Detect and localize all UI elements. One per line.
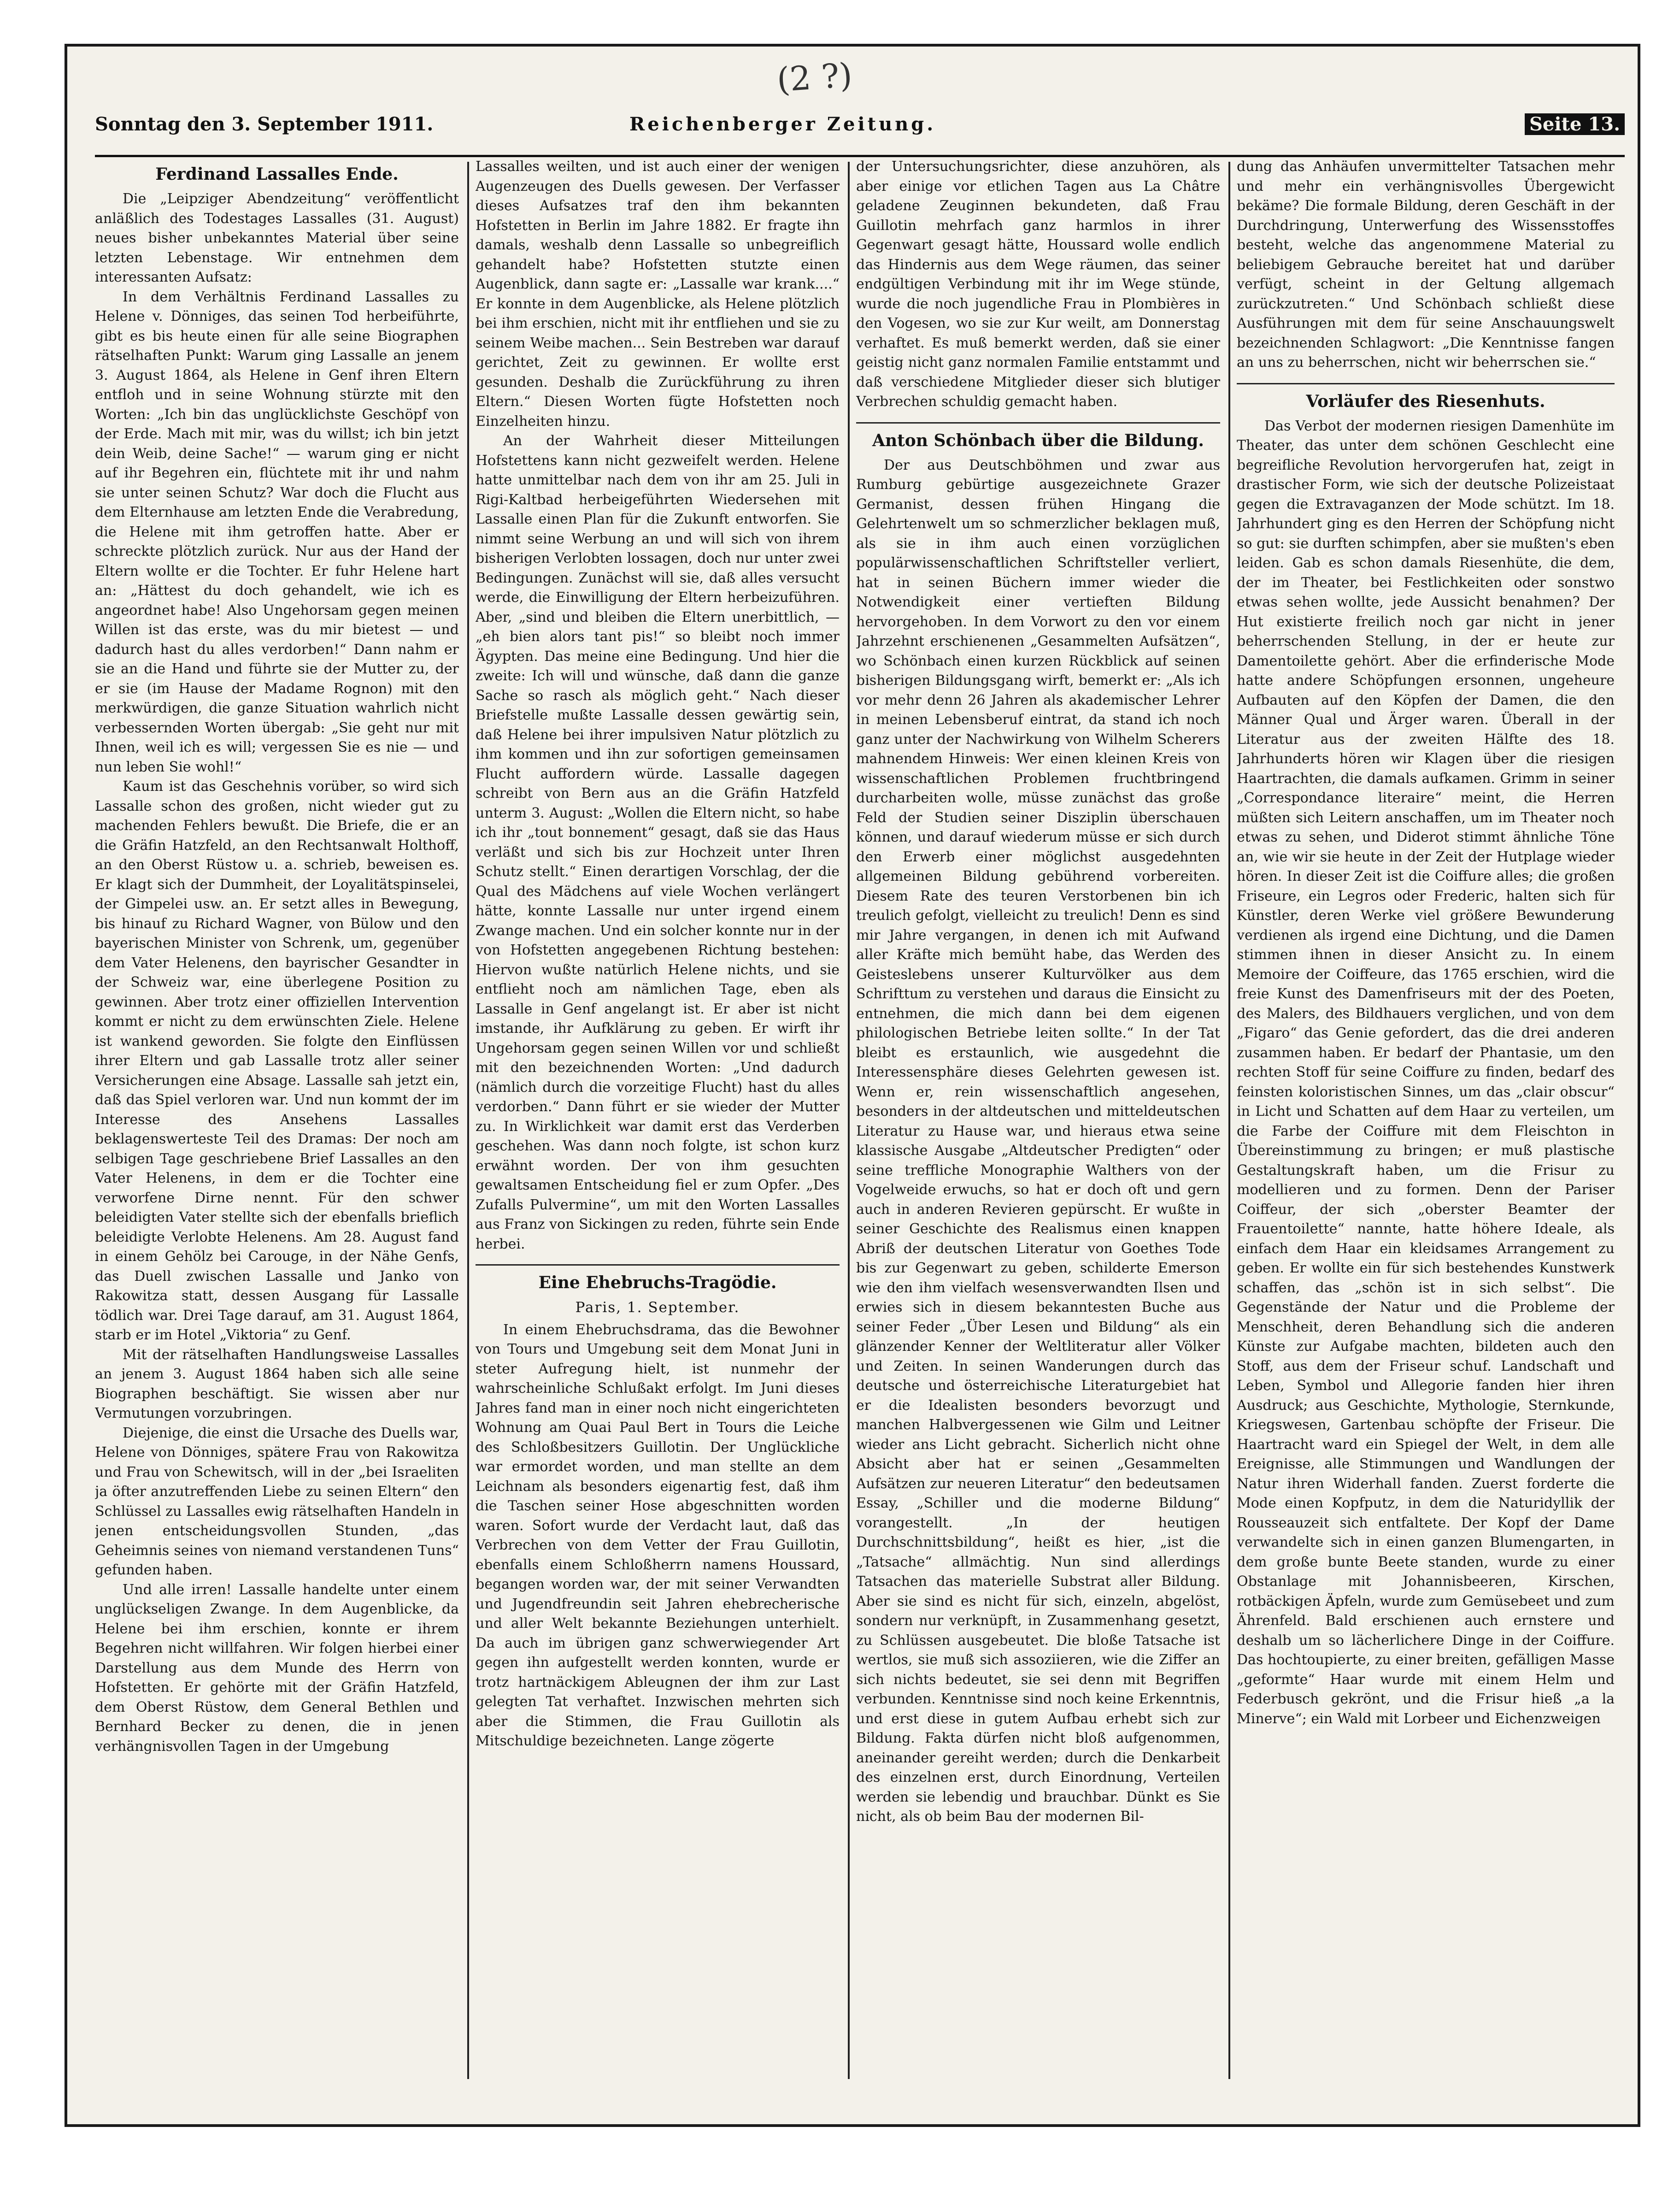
article-dateline: Paris, 1. September. xyxy=(575,1299,740,1316)
article-paragraph: An der Wahrheit dieser Mitteilungen Hofstettens kann nicht gezweifelt werden. Helene hatte unmittelbar nach dem von ihr am 25. Juli in Rigi-Kaltbad herbeigeführten Wiedersehen mit Lassalle einen Plan für die Zukunft entworfen. Sie nimmt seine Werbung an und will sich von ihrem bisherigen Verlobten lossagen, doch nur unter zwei Bedingungen. Zunächst will sie, daß alles versucht werde, die Einwilligung der Eltern herbeizuführen. Aber, „sind und bleiben die Eltern unerbittlich, — „eh bien alors tant pis!“ so bleibt noch immer Ägypten. Das meine eine Bedingung. Und hier die zweite: Ich will und wünsche, daß dann die ganze Sache so rasch als möglich geht.“ Nach dieser Briefstelle mußte Lassalle dessen gewärtig sein, daß Helene bei ihrer impulsiven Natur plötzlich zu ihm kommen und ihn zur sofortigen gemeinsamen Flucht auffordern würde. Lassalle dagegen schreibt von Bern aus an die Gräfin Hatzfeld unterm 3. August: „Wollen die Eltern nicht, so habe ich ihr „tout bonnement“ gesagt, daß sie das Haus verläßt und sich bis zur Hochzeit unter Ihren Schutz stellt.“ Einen derartigen Vorschlag, der die Qual des Mädchens auf viele Wochen verlängert hätte, konnte Lassalle nur unter irgend einem Zwange machen. Und ein solcher konnte nur in der von Hofstetten angegebenen Richtung bestehen: Hiervon wußte natürlich Helene nichts, und sie entflieht noch am nämlichen Tage, eben als Lassalle in Genf angelangt ist. Er aber ist nicht imstande, ihr Aufklärung zu geben. Er wirft ihr Ungehorsam gegen seinen Willen vor und schließt mit den bezeichnenden Worten: „Und dadurch (nämlich durch die vorzeitige Flucht) hast du alles verdorben.“ Dann führt er sie wieder der Mutter zu. In Wirklichkeit war damit erst das Verderben geschehen. Was dann noch folgte, ist schon kurz erwähnt worden. Der von ihm gesuchten gewaltsamen Entscheidung fiel er zum Opfer. „Des Zufalls Pulvermine“, um mit den Worten Lassalles aus Franz von Sickingen zu reden, führte sein Ende herbei. xyxy=(476,433,840,1252)
article-paragraph: Das Verbot der modernen riesigen Damenhüte im Theater, das unter dem schönen Geschlecht eine begreifliche Revolution hervorgerufen hat, zeigt in drastischer Form, wie sich der deutsche Polizeistaat gegen die Extravaganzen der Mode schützt. Im 18. Jahrhundert ging es den Herren der Schöpfung nicht so gut: sie durften schimpfen, aber sie mußten's eben leiden. Gab es schon damals Riesenhüte, die dem, der im Theater, bei Festlichkeiten oder sonstwo etwas sehen wollte, jede Aussicht benahmen? Der Hut existierte freilich noch gar nicht in jener beherrschenden Stellung, in der er heute zur Damentoilette gehört. Aber die erfinderische Mode hatte andere Schöpfungen ersonnen, ungeheure Aufbauten auf den Köpfen der Damen, die den Männer Qual und Ärger waren. Überall in der Literatur aus der zweiten Hälfte des 18. Jahrhunderts hören wir Klagen über die riesigen Haartrachten, die damals aufkamen. Grimm in seiner „Correspondance literaire“ meint, die Herren müßten sich Leitern anschaffen, um im Theater noch etwas zu sehen, und Diderot stimmt ähnliche Töne an, wie wir sie heute in der Zeit der Hutplage wieder hören. In dieser Zeit ist die Coiffure alles; die großen Friseure, ein Legros oder Frederic, halten sich für Künstler, deren Werke viel größere Bewunderung verdienen als irgend eine Dichtung, und die Damen stimmen ihnen in dieser Ansicht zu. In einem Memoire der Coiffeure, das 1765 erschien, wird die freie Kunst des Damenfriseurs mit der des Poeten, des Malers, des Bildhauers verglichen, und von dem „Figaro“ das Genie gefordert, das die drei anderen zusammen haben. Er bedarf der Phantasie, um den rechten Stoff für seine Coiffure zu finden, bedarf des feinsten koloristischen Sinnes, um das „clair obscur“ in Licht und Schatten auf dem Haar zu verteilen, um die Farbe der Coiffure mit dem Fleischton in Übereinstimmung zu bringen; er muß plastische Gestaltungskraft haben, um die Frisur zu modellieren und zu formen. Denn der Pariser Coiffeur, der sich „oberster Beamter der Frauentoilette“ nannte, hatte höhere Ideale, als einfach dem Haar ein kleidsames Arrangement zu geben. Er wollte ein für sich bestehendes Kunstwerk schaffen, das „schön ist in sich selbst“. Die Gegenstände der Natur und die Probleme der Menschheit, deren Behandlung sich die anderen Künste zur Aufgabe machten, bildeten auch den Stoff, aus dem der Friseur schuf. Landschaft und Leben, Symbol und Allegorie fanden hier ihren Ausdruck; aus Geschichte, Mythologie, Sternkunde, Kriegswesen, Gartenbau schöpfte der Friseur. Die Haartracht ward ein Spiegel der Welt, in dem alle Ereignisse, alle Stimmungen und Wandlungen der Natur ihren Widerhall fanden. Zuerst forderte die Mode einen Kopfputz, in dem die Naturidyllik der Rousseauzeit sich entfaltete. Der Kopf der Dame verwandelte sich in einen ganzen Blumengarten, in dem große bunte Beete standen, wurde zu einer Obstanlage mit Johannisbeeren, Kirschen, rotbäckigen Äpfeln, wurde zum Gemüsebeet und zum Ährenfeld. Bald erschienen auch ernstere und deshalb um so lächerlichere Dinge in der Coiffure. Das hochtoupierte, zu einer breiten, gefälligen Masse „geformte“ Haar wurde mit einem Helm und Federbusch gekrönt, und die Frisur hieß „a la Minerve“; ein Wald mit Lorbeer und Eichenzweigen xyxy=(1237,418,1615,1727)
page-header xyxy=(95,109,1625,157)
column-4 xyxy=(1237,157,1615,2093)
article-title: Eine Ehebruchs-Tragödie. xyxy=(538,1273,777,1292)
newspaper-page xyxy=(65,44,1640,2127)
article-title: Anton Schönbach über die Bildung. xyxy=(872,430,1204,450)
article-paragraph: In einem Ehebruchsdrama, das die Bewohner von Tours und Umgebung seit dem Monat Juni in steter Aufregung hielt, ist nunmehr der wahrscheinliche Schlußakt erfolgt. Im Juni dieses Jahres fand man in einer noch nicht eingerichteten Wohnung am Quai Paul Bert in Tours die Leiche des Schloßbesitzers Guillotin. Der Unglückliche war ermordet worden, und man stellte an dem Leichnam als besonders eigenartig fest, daß ihm die Taschen seiner Hose abgeschnitten worden waren. Sofort wurde der Verdacht laut, daß das Verbrechen von dem Vetter der Frau Guillotin, ebenfalls einem Schloßherrn namens Houssard, begangen worden war, der mit seiner Verwandten und Jugendfreundin seit Jahren ehebrecherische und aller Welt bekannte Beziehungen unterhielt. Da auch im übrigen ganz schwerwiegender Art gegen ihn aufgestellt werden konnten, wurde er trotz hartnäckigem Ableugnen der ihm zur Last gelegten Tat verhaftet. Inzwischen mehrten sich aber die Stimmen, die Frau Guillotin als Mitschuldige bezeichneten. Lange zögerte xyxy=(476,1321,840,1749)
column-1 xyxy=(95,157,459,2093)
page-number: Seite 13. xyxy=(1525,113,1625,135)
article-paragraph: der Untersuchungsrichter, diese anzuhören, als aber einige vor etlichen Tagen aus La Châtre geladene Zeuginnen bekundeten, daß Frau Guillotin mehrfach ganz harmlos in ihrer Gegenwart gesagt hätte, Houssard wolle endlich das Hindernis aus dem Wege räumen, das seiner endgültigen Verbindung mit ihr im Wege stünde, wurde die noch jugendliche Frau in Plombières in den Vogesen, wo sie zur Kur weilt, am Donnerstag verhaftet. Es muß bemerkt werden, daß sie einer geistig nicht ganz normalen Familie entstammt und daß verschiedene Mitglieder dieser sich blutiger Verbrechen schuldig gemacht haben. xyxy=(856,159,1220,410)
article-paragraph: Und alle irren! Lassalle handelte unter einem unglückseligen Zwange. In dem Augenblicke, da Helene bei ihm erschien, konnte er ihrem Begehren nicht willfahren. Wir folgen hierbei einer Darstellung aus dem Munde des Herrn von Hofstetten. Er gehörte mit der Gräfin Hatzfeld, dem Oberst Rüstow, dem General Bethlen und Bernhard Becker zu denen, die in jenen verhängnisvollen Tagen in der Umgebung xyxy=(95,1581,459,1755)
handwritten-mark: (2 ?) xyxy=(775,55,854,100)
column-3 xyxy=(856,157,1220,2093)
article-paragraph: Diejenige, die einst die Ursache des Duells war, Helene von Dönniges, spätere Frau von Rakowitza und Frau von Schewitsch, will in der „bei Israeliten ja öfter anzutreffenden Liebe zu seinen Eltern“ den Schlüssel zu Lassalles ewig rätselhaften Handeln in jenen entscheidungsvollen Stunden, „das Geheimnis seines von niemand verstandenen Tuns“ gefunden haben. xyxy=(95,1425,459,1578)
article-paragraph: Lassalles weilten, und ist auch einer der wenigen Augenzeugen des Duells gewesen. Der Verfasser dieses Aufsatzes traf den ihm bekannten Hofstetten in Berlin im Jahre 1882. Er fragte ihn damals, weshalb denn Lassalle so unbegreiflich gehandelt habe? Hofstetten stutzte einen Augenblick, dann sagte er: „Lassalle war krank....“ Er konnte in dem Augenblicke, als Helene plötzlich bei ihm erschien, nicht mit ihr entfliehen und sie zu seinem Weibe machen... Sein Bestreben war darauf gerichtet, Zeit zu gewinnen. Er wollte erst gesunden. Deshalb die Zurückführung zu ihren Eltern.“ Diesen Worten fügte Hofstetten noch Einzelheiten hinzu. xyxy=(476,159,840,430)
article-separator xyxy=(1237,383,1615,384)
article-title: Ferdinand Lassalles Ende. xyxy=(155,165,399,184)
article-paragraph: Kaum ist das Geschehnis vorüber, so wird sich Lassalle schon des großen, nicht wieder gut zu machenden Fehlers bewußt. Die Briefe, die er an die Gräfin Hatzfeld, an den Rechtsanwalt Holthoff, an den Oberst Rüstow u. a. schrieb, beweisen es. Er klagt sich der Dummheit, der Loyalitätspinselei, der Gimpelei usw. an. Er setzt alles in Bewegung, bis hinauf zu Richard Wagner, von Bülow und den bayerischen Minister von Schrenk, um, gegenüber dem Vater Helenens, den bayrischer Gesandter in der Schweiz war, eine überlegene Position zu gewinnen. Aber trotz einer offiziellen Intervention kommt er nicht zu dem erwünschten Ziele. Helene ist wankend geworden. Sie folgte den Einflüssen ihrer Eltern und gab Lassalle trotz aller seiner Versicherungen eine Absage. Lassalle sah jetzt ein, daß das Spiel verloren war. Und nun kommt der im Interesse des Ansehens Lassalles beklagenswerteste Teil des Dramas: Der noch am selbigen Tage geschriebene Brief Lassalles an den Vater Helenens, in dem er die Tochter eine verworfene Dirne nennt. Für den schwer beleidigten Vater stellte sich der ebenfalls brieflich beleidigte Verlobte Helenens. Am 28. August fand in einem Gehölz bei Carouge, in der Nähe Genfs, das Duell zwischen Lassalle und Janko von Rakowitza statt, dessen Ausgang für Lassalle tödlich war. Drei Tage darauf, am 31. August 1864, starb er im Hotel „Viktoria“ zu Genf. xyxy=(95,778,459,1343)
column-rule xyxy=(1228,162,1230,2079)
article-separator xyxy=(856,422,1220,424)
article-paragraph: Mit der rätselhaften Handlungsweise Lassalles an jenem 3. August 1864 haben sich alle seine Biographen beschäftigt. Sie wissen aber nur Vermutungen vorzubringen. xyxy=(95,1346,459,1421)
article-separator xyxy=(476,1264,840,1266)
newspaper-name: Reichenberger Zeitung. xyxy=(629,113,936,135)
article-paragraph: Der aus Deutschböhmen und zwar aus Rumburg gebürtige ausgezeichnete Grazer Germanist, dessen frühen Hingang die Gelehrtenwelt um so schmerzlicher beklagen muß, als sie in ihm auch einen vorzüglichen populärwissenschaftlichen Schriftsteller verliert, hat in seinen Büchern immer wieder die Notwendigkeit einer vertieften Bildung hervorgehoben. In dem Vorwort zu den vor einem Jahrzehnt erschienenen „Gesammelten Aufsätzen“, wo Schönbach einen kurzen Rückblick auf seinen bisherigen Bildungsgang wirft, bemerkt er: „Als ich vor mehr denn 26 Jahren als akademischer Lehrer in meinen Lebensberuf eintrat, da stand ich noch ganz unter der Nachwirkung von Wilhelm Scherers mahnendem Hinweis: Wer einen kleinen Kreis von wissenschaftlichen Problemen fruchtbringend durcharbeiten wolle, müsse zunächst das große Feld der Studien seiner Disziplin überschauen können, und darauf wiederum müsse er sich durch den Erwerb einer möglichst ausgedehnten allgemeinen Bildung gebührend vorbereiten. Diesem Rate des teuren Verstorbenen bin ich treulich gefolgt, vielleicht zu treulich! Denn es sind mir Jahre vergangen, in denen ich mit Aufwand aller Kräfte mich bemüht habe, das Werden des Geisteslebens unserer Kulturvölker aus dem Schrifttum zu verstehen und daraus die Einsicht zu entnehmen, die mich dann bei dem eigenen philologischen Betriebe leiten sollte.“ In der Tat bleibt es erstaunlich, wie ausgedehnt die Interessensphäre dieses Gelehrten gewesen ist. Wenn er, rein wissenschaftlich angesehen, besonders in der altdeutschen und mitteldeutschen Literatur zu Hause war, und hieraus etwa seine klassische Ausgabe „Altdeutscher Predigten“ oder seine treffliche Monographie Walthers von der Vogelweide erwuchs, so hat er doch oft und gern auch in anderen Revieren gepürscht. Er wußte in seiner Geschichte des Realismus einen knappen Abriß der deutschen Literatur von Goethes Tode bis zur Gegenwart zu geben, schilderte Emerson wie den ihm vielfach wesensverwandten Ilsen und erwies sich in diesem bekanntesten Buche aus seiner Feder „Über Lesen und Bildung“ als ein glänzender Kenner der Weltliteratur aller Völker und Zeiten. In seinen Wanderungen durch das deutsche und österreichische Literaturgebiet hat er die Idealisten besonders bevorzugt und manchen Halbvergessenen wie Gilm und Leitner wieder ans Licht gebracht. Sicherlich nicht ohne Absicht aber hat er seinen „Gesammelten Aufsätzen zur neueren Literatur“ den bedeutsamen Essay, „Schiller und die moderne Bildung“ vorangestellt. „In der heutigen Durchschnittsbildung“, heißt es hier, „ist die „Tatsache“ allmächtig. Nun sind allerdings Tatsachen das materielle Substrat aller Bildung. Aber sie sind es nicht für sich, einzeln, abgelöst, sondern nur verknüpft, in Zusammenhang gesetzt, zu Schlüssen ausgebeutet. Die bloße Tatsache ist wertlos, sie muß sich assoziieren, wie die Ziffer an sich nichts bedeutet, sie sei denn mit Begriffen verbunden. Kenntnisse sind noch keine Erkenntnis, und erst diese in gutem Aufbau erhebt sich zur Bildung. Fakta dürfen nicht bloß aufgenommen, aneinander gereiht werden; durch die Denkarbeit des einzelnen erst, durch Einordnung, Verteilen werden sie lebendig und brauchbar. Dünkt es Sie nicht, als ob beim Bau der modernen Bil- xyxy=(856,457,1220,1825)
column-rule xyxy=(848,162,850,2079)
column-rule xyxy=(467,162,469,2079)
article-paragraph: In dem Verhältnis Ferdinand Lassalles zu Helene v. Dönniges, das seinen Tod herbeiführte, gibt es bis heute einen für alle seine Biographen rätselhaften Punkt: Warum ging Lassalle an jenem 3. August 1864, als Helene in Genf ihren Eltern entfloh und in seine Wohnung stürzte mit den Worten: „Ich bin das unglücklichste Geschöpf von der Erde. Mach mit mir, was du willst; ich bin jetzt dein Weib, deine Sache!“ — warum ging er nicht auf ihr Begehren ein, flüchtete mit ihr und nahm sie unter seinen Schutz? War doch die Flucht aus dem Elternhause am letzten Ende die Verabredung, die Helene mit ihm getroffen hatte. Aber er schreckte plötzlich zurück. Nur aus der Hand der Eltern wollte er die Tochter. Er fuhr Helene hart an: „Hättest du doch gehandelt, wie ich es angeordnet habe! Also Ungehorsam gegen meinen Willen ist das erste, was du mir bietest — und dadurch hast du alles verdorben!“ Dann nahm er sie an die Hand und führte sie der Mutter zu, der er sie (im Hause der Madame Rognon) mit den merkwürdigen, die ganze Situation wahrlich nicht verbessernden Worten übergab: „Sie geht nur mit Ihnen, weil ich es will; vergessen Sie es nie — und nun leben Sie wohl!“ xyxy=(95,289,459,775)
article-title: Vorläufer des Riesenhuts. xyxy=(1306,391,1545,411)
header-date: Sonntag den 3. September 1911. xyxy=(95,113,434,135)
column-2 xyxy=(476,157,840,2093)
article-paragraph: dung das Anhäufen unvermittelter Tatsachen mehr und mehr ein verhängnisvolles Übergewicht bekäme? Die formale Bildung, deren Geschäft in der Durchdringung, Unterwerfung des Wissensstoffes besteht, welche das angenommene Material zu beliebigem Gebrauche bereitet hat und darüber verfügt, scheint in der Geltung allgemach zurückzutreten.“ Und Schönbach schließt diese Ausführungen mit dem für seine Anschauungswelt bezeichnenden Schlagwort: „Die Kenntnisse fangen an uns zu beherrschen, nicht wir beherrschen sie.“ xyxy=(1237,159,1615,371)
article-paragraph: Die „Leipziger Abendzeitung“ veröffentlicht anläßlich des Todestages Lassalles (31. August) neues bisher unbekanntes Material über seine letzten Lebenstage. Wir entnehmen dem interessanten Aufsatz: xyxy=(95,191,459,285)
